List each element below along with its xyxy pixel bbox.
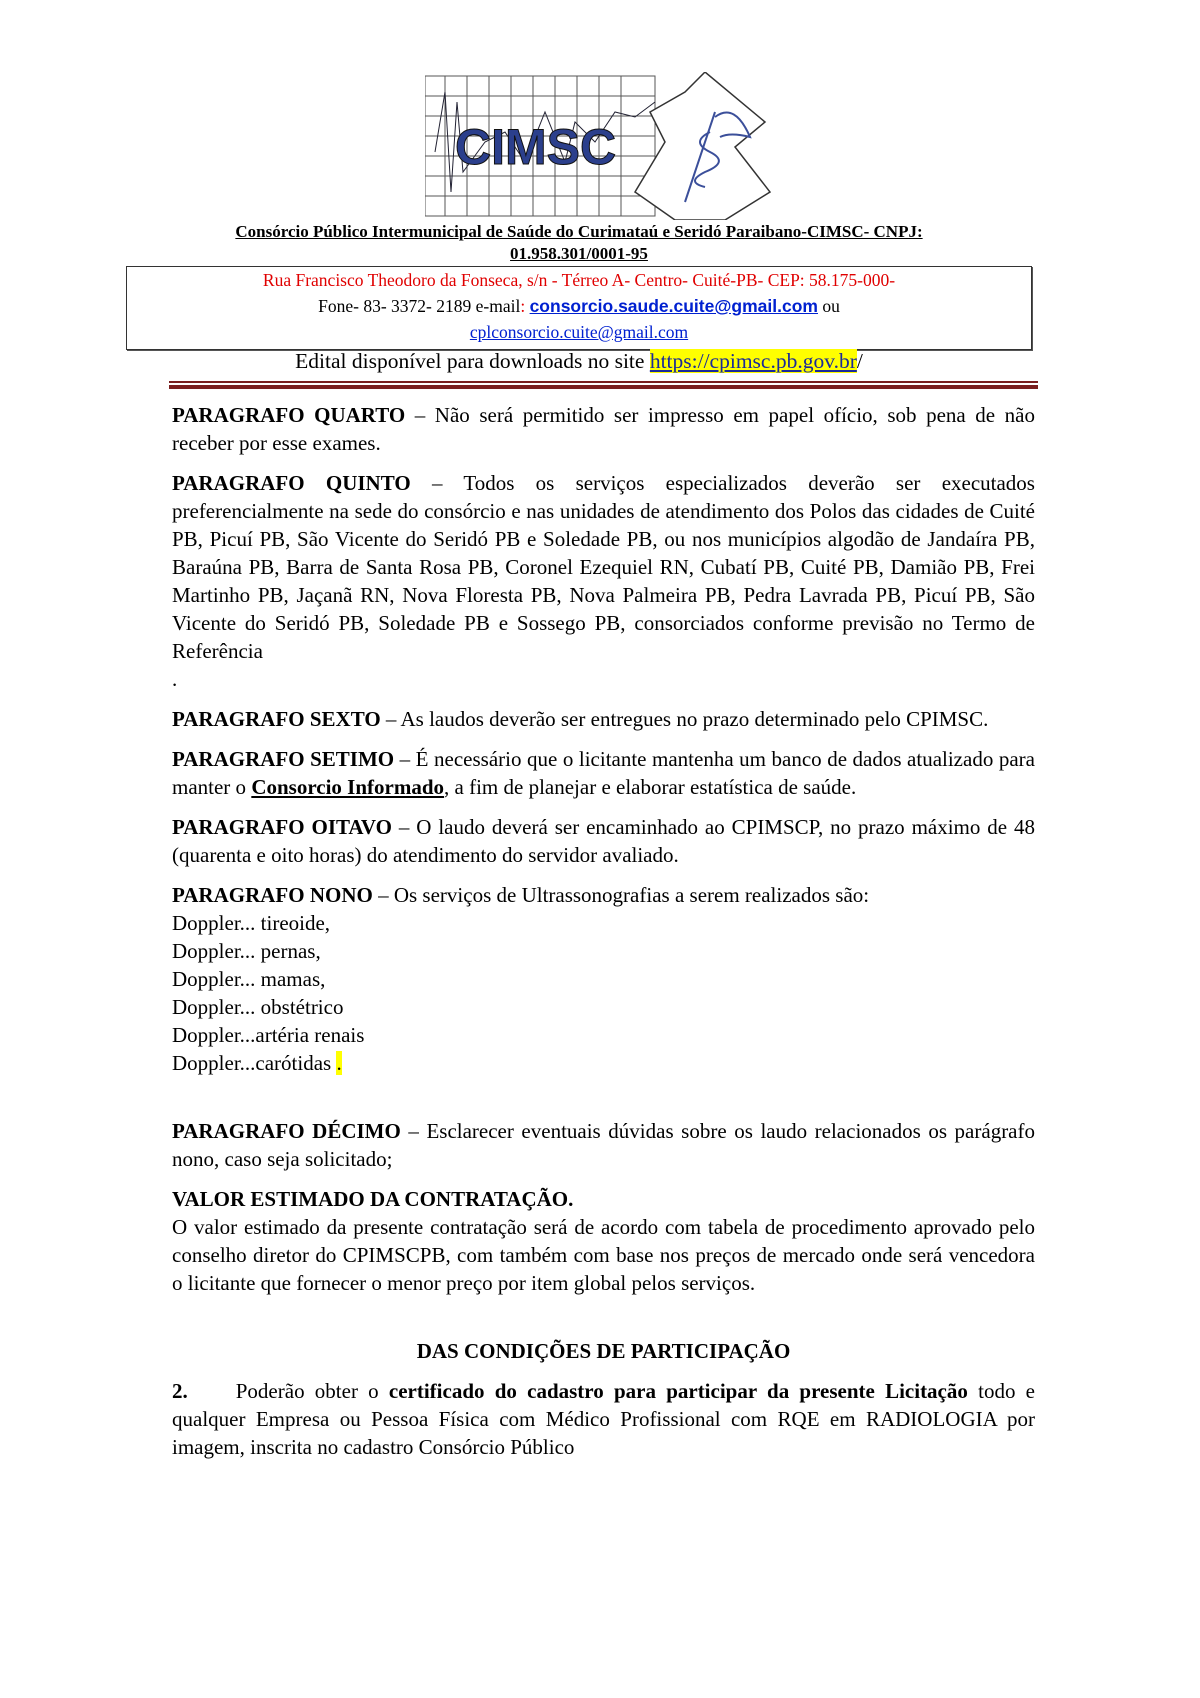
list-item: Doppler...artéria renais — [172, 1023, 365, 1047]
list-item — [172, 1049, 1035, 1077]
paragraph-oitavo — [172, 813, 1035, 869]
text: – Não será permitido ser impresso em papel ofício, sob pena de não receber por esse exames. — [172, 403, 1035, 455]
text: – Esclarecer eventuais dúvidas sobre os laudo relacionados os parágrafo nono, caso seja solicitado; — [172, 1119, 1035, 1171]
text: – Todos os serviços especializados deverão ser executados preferencialmente na sede do consórcio e nas unidades de atendimento dos Polos das cidades de Cuité PB, Picuí PB, São Vicente do Seridó PB e Soledade PB, ou nos municípios algodão de Jandaíra PB, Baraúna PB, Barra de Santa Rosa PB, Coronel Ezequiel RN, Cubatí PB, Cuité PB, Damião PB, Frei Martinho PB, Jaçanã RN, Nova Floresta PB, Nova Palmeira PB, Pedra Lavrada PB, Picuí PB, São Vicente do Seridó PB, Soledade PB e Sossego PB, consorciados conforme previsão no Termo de Referência — [172, 471, 1035, 663]
text: Poderão obter o — [235, 1379, 389, 1403]
lead: PARAGRAFO QUARTO — [172, 403, 406, 427]
condicoes-heading: DAS CONDIÇÕES DE PARTICIPAÇÃO — [416, 1339, 791, 1363]
site-link[interactable]: https://cpimsc.pb.gov.br — [649, 349, 857, 373]
address: Rua Francisco Theodoro da Fonseca, s/n - Térreo A- Centro- Cuité-PB- CEP: 58.175-000- — [262, 270, 896, 290]
consortium-title: Consórcio Público Intermunicipal de Saúde do Curimataú e Seridó Paraibano-CIMSC- CNPJ: — [235, 222, 923, 241]
contact-line — [127, 293, 1031, 319]
paragraph-quarto — [172, 401, 1035, 457]
or-text: ou — [822, 296, 840, 316]
text: – As laudos deverão ser entregues no prazo determinado pelo CPIMSC. — [380, 707, 989, 731]
site-slash: / — [856, 349, 863, 373]
clause-number: 2. — [172, 1379, 188, 1403]
cimsc-logo — [425, 72, 785, 220]
email-link-1[interactable]: consorcio.saude.cuite@gmail.com — [529, 296, 818, 316]
list-item: Doppler... mamas, — [172, 967, 326, 991]
doppler-list — [172, 909, 1035, 1077]
item-text: Doppler...carótidas — [172, 1051, 337, 1075]
list-item: Doppler... obstétrico — [172, 995, 344, 1019]
lead: PARAGRAFO SETIMO — [172, 747, 395, 771]
lead: PARAGRAFO DÉCIMO — [172, 1119, 401, 1143]
divider — [169, 381, 1038, 383]
highlighted-dot: . — [336, 1051, 342, 1075]
text: – Os serviços de Ultrassonografias a serem realizados são: — [372, 883, 870, 907]
edital-text: Edital disponível para downloads no site — [295, 349, 645, 373]
lead: PARAGRAFO SEXTO — [172, 707, 381, 731]
paragraph-setimo — [172, 745, 1035, 801]
text: – É necessário que o licitante mantenha um banco de dados atualizado para manter o — [172, 747, 1035, 799]
phone: Fone- 83- 3372- 2189 e-mail — [318, 296, 521, 316]
lead: PARAGRAFO OITAVO — [172, 815, 392, 839]
lead: PARAGRAFO QUINTO — [172, 471, 411, 495]
contact-box — [126, 266, 1032, 350]
text: – O laudo deverá ser encaminhado ao CPIMSCP, no prazo máximo de 48 (quarenta e oito horas) do atendimento do servidor avaliado. — [172, 815, 1035, 867]
text: , a fim de planejar e elaborar estatística de saúde. — [444, 775, 857, 799]
paragraph-nono — [172, 881, 1035, 909]
svg-text:CIMSC: CIMSC — [455, 119, 617, 175]
document-body — [172, 389, 1035, 1461]
valor-text: O valor estimado da presente contratação será de acordo com tabela de procedimento aprovado pelo conselho diretor do CPIMSCPB, com também com base nos preços de mercado onde será vencedora o licitante que fornecer o menor preço por item global pelos serviços. — [172, 1215, 1035, 1295]
text: todo e qualquer Empresa ou Pessoa Física com Médico Profissional com RQE em RADIOLOGIA por imagem, inscrita no cadastro Consórcio Público — [172, 1379, 1035, 1459]
edital-line — [126, 349, 1032, 374]
list-item: Doppler... tireoide, — [172, 911, 331, 935]
clause-2 — [172, 1377, 1035, 1461]
bold-text: certificado do cadastro para participar da presente Licitação — [388, 1379, 968, 1403]
lead: PARAGRAFO NONO — [172, 883, 373, 907]
paragraph-decimo — [172, 1117, 1035, 1173]
list-item: Doppler... pernas, — [172, 939, 321, 963]
paragraph-quinto — [172, 469, 1035, 665]
colon: : — [520, 296, 526, 316]
stray-dot: . — [172, 667, 178, 691]
email-link-2[interactable]: cplconsorcio.cuite@gmail.com — [469, 322, 689, 342]
valor-heading: VALOR ESTIMADO DA CONTRATAÇÃO. — [172, 1187, 574, 1211]
paragraph-sexto — [172, 705, 1035, 733]
emphasis: Consorcio Informado — [251, 775, 445, 799]
cnpj: 01.958.301/0001-95 — [510, 244, 648, 263]
